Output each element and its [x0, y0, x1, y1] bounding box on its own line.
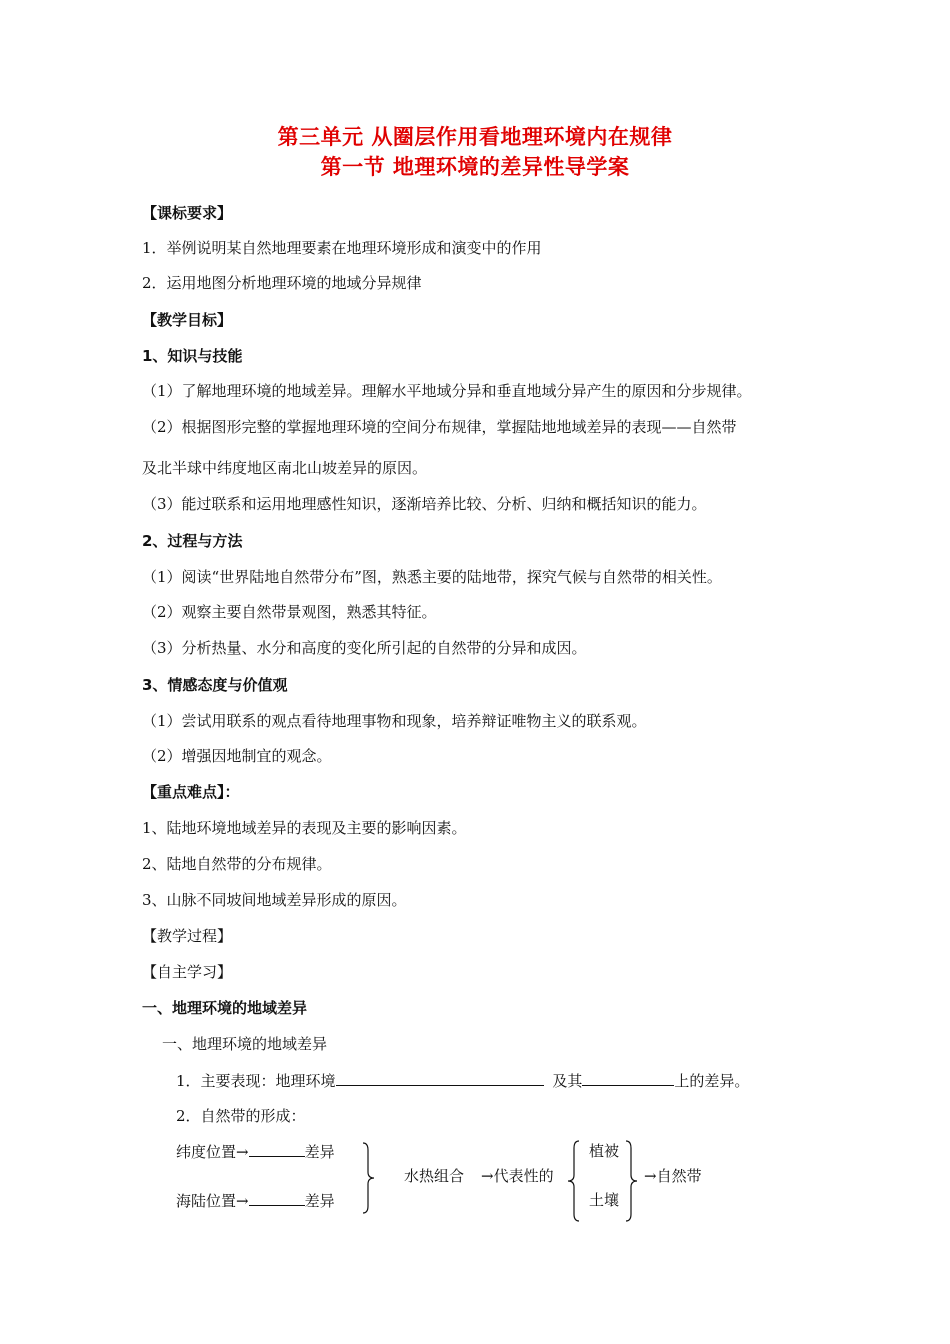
kebiao-item-2: 2．运用地图分析地理环境的地域分异规律: [142, 274, 422, 292]
diagram-arrow-mid: →代表性的: [481, 1167, 554, 1185]
guocheng-heading: 【教学过程】: [142, 927, 233, 945]
sub1-item-2a: （2）根据图形完整的掌握地理环境的空间分布规律，掌握陆地地域差异的表现——自然带: [142, 418, 737, 436]
diagram-middle: 水热组合: [404, 1167, 465, 1185]
sub3-heading: 3、情感态度与价值观: [142, 676, 288, 694]
diagram-result: →自然带: [644, 1167, 702, 1185]
sub1-heading: 1、知识与技能: [142, 347, 243, 365]
kebiao-heading: 【课标要求】: [142, 204, 233, 222]
zhongdian-heading: 【重点难点】：: [142, 783, 240, 801]
part1-subheading: 一、地理环境的地域差异: [162, 1035, 328, 1053]
right-brace-2: [625, 1140, 639, 1222]
sub3-item-1: （1）尝试用联系的观点看待地理事物和现象，培养辩证唯物主义的联系观。: [142, 712, 647, 730]
right-brace: [362, 1142, 376, 1214]
sub2-heading: 2、过程与方法: [142, 532, 243, 550]
sub2-item-3: （3）分析热量、水分和高度的变化所引起的自然带的分异和成因。: [142, 639, 587, 657]
question-2: 2．自然带的形成：: [176, 1107, 306, 1125]
row1-left: 纬度位置→: [176, 1143, 249, 1161]
zhongdian-item-3: 3、山脉不同坡间地域差异形成的原因。: [142, 891, 407, 909]
q1-prefix: 1．主要表现：地理环境: [176, 1072, 336, 1090]
q1-suffix: 上的差异。: [674, 1072, 750, 1090]
title-line-2: 第一节 地理环境的差异性导学案: [320, 155, 630, 179]
diagram-row-1: [176, 1141, 335, 1162]
sub3-item-2: （2）增强因地制宜的观念。: [142, 747, 332, 765]
kebiao-item-1: 1．举例说明某自然地理要素在地理环境形成和演变中的作用: [142, 239, 542, 257]
zizhu-heading: 【自主学习】: [142, 963, 233, 981]
diagram-top-item: 植被: [589, 1142, 620, 1160]
sub2-item-2: （2）观察主要自然带景观图，熟悉其特征。: [142, 603, 437, 621]
q1-blank-2[interactable]: [582, 1070, 674, 1086]
sub2-item-1: （1）阅读“世界陆地自然带分布”图，熟悉主要的陆地带，探究气候与自然带的相关性。: [142, 568, 722, 586]
sub1-item-2b: 及北半球中纬度地区南北山坡差异的原因。: [142, 459, 428, 477]
row1-blank[interactable]: [249, 1141, 305, 1157]
title-line-1: 第三单元 从圈层作用看地理环境内在规律: [277, 125, 673, 149]
part1-heading: 一、地理环境的地域差异: [142, 999, 308, 1017]
diagram-row-2: [176, 1190, 335, 1211]
diagram-bottom-item: 土壤: [589, 1191, 620, 1209]
row1-right: 差异: [304, 1143, 335, 1161]
question-1: [176, 1070, 749, 1091]
q1-mid: 及其: [552, 1072, 583, 1090]
sub1-item-1: （1）了解地理环境的地域差异。理解水平地域分异和垂直地域分异产生的原因和分步规律。: [142, 382, 752, 400]
mubiao-heading: 【教学目标】: [142, 311, 233, 329]
zhongdian-item-2: 2、陆地自然带的分布规律。: [142, 855, 332, 873]
zhongdian-item-1: 1、陆地环境地域差异的表现及主要的影响因素。: [142, 819, 467, 837]
sub1-item-3: （3）能过联系和运用地理感性知识，逐渐培养比较、分析、归纳和概括知识的能力。: [142, 495, 707, 513]
left-brace: [566, 1140, 580, 1222]
q1-blank-1[interactable]: [336, 1070, 544, 1086]
row2-left: 海陆位置→: [176, 1192, 249, 1210]
row2-right: 差异: [304, 1192, 335, 1210]
row2-blank[interactable]: [249, 1190, 305, 1206]
